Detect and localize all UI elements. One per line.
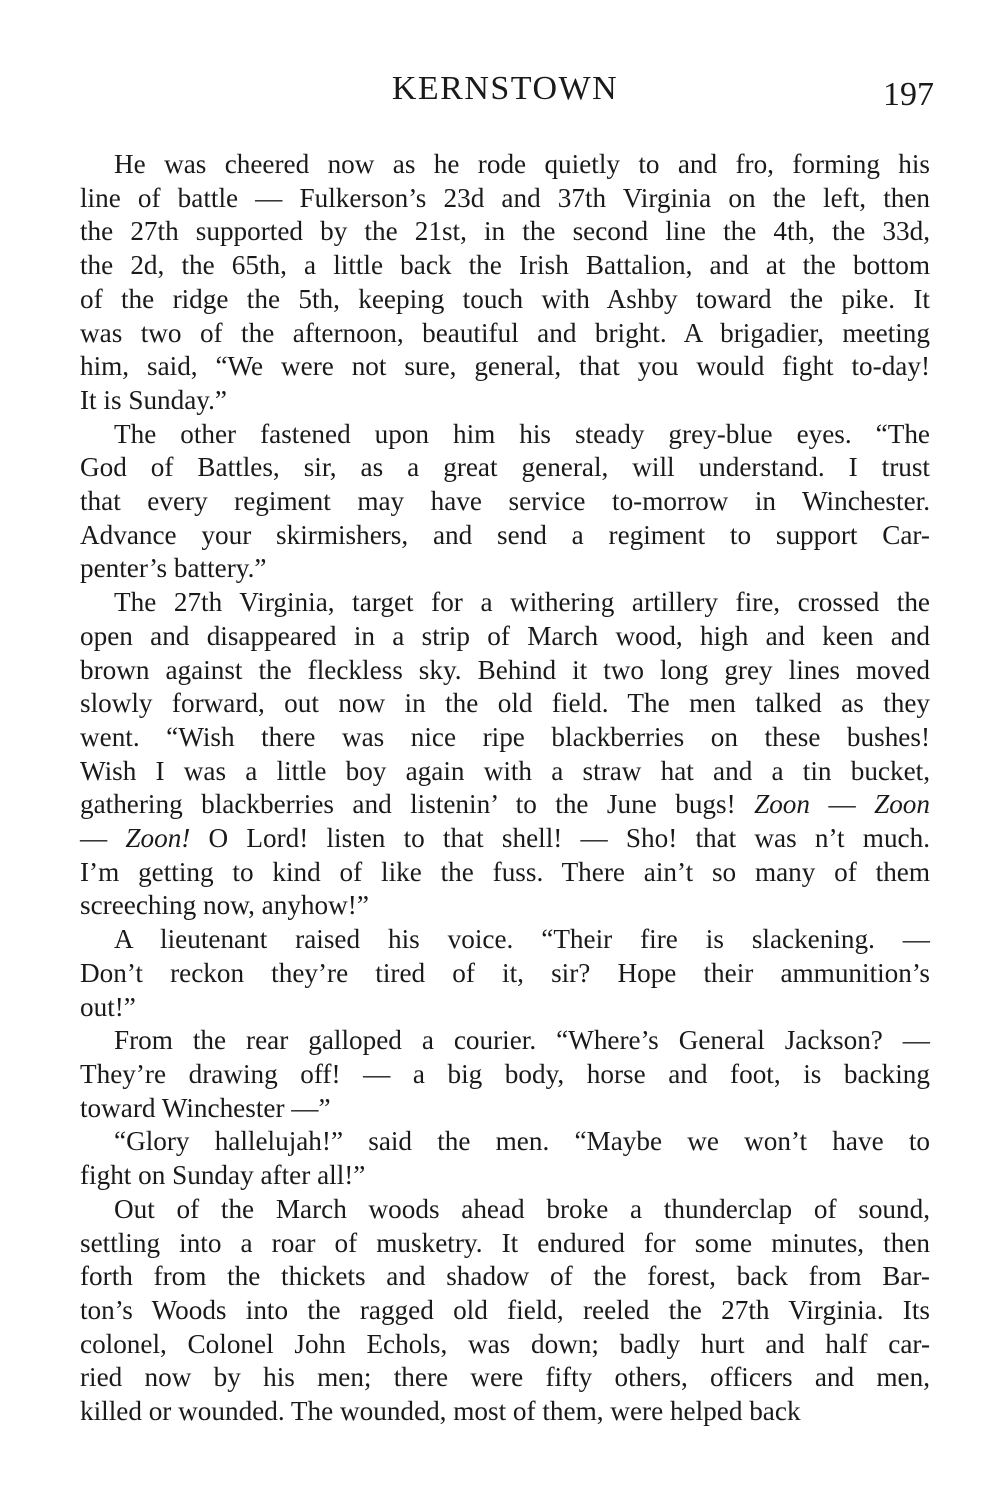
text-line: slowly forward, out now in the old field. The men talked as they [80, 688, 930, 719]
text-line: The 27th Virginia, target for a withering artillery fire, crossed the [114, 587, 930, 618]
text-line: out!” [80, 991, 136, 1022]
text-line: It is Sunday.” [80, 384, 227, 415]
text-line: gathering blackberries and listenin’ to the June bugs! Zoon — Zoon [80, 789, 930, 820]
text-line: They’re drawing off! — a big body, horse and foot, is backing [80, 1058, 930, 1089]
text-line: settling into a roar of musketry. It endured for some minutes, then [80, 1227, 930, 1258]
paragraph [80, 1125, 930, 1192]
text-line: killed or wounded. The wounded, most of them, were helped back [80, 1396, 801, 1427]
page-number: 197 [883, 76, 934, 113]
text-line: ried now by his men; there were fifty others, officers and men, [80, 1362, 930, 1393]
text-line: penter’s battery.” [80, 553, 267, 584]
paragraph [80, 923, 930, 1024]
text-line: open and disappeared in a strip of March wood, high and keen and [80, 620, 930, 651]
text-line: brown against the fleckless sky. Behind it two long grey lines moved [80, 654, 930, 685]
text-line: — Zoon! O Lord! listen to that shell! — Sho! that was n’t much. [80, 823, 931, 854]
body-text [80, 148, 930, 1429]
paragraph [80, 1024, 930, 1125]
paragraph [80, 148, 930, 418]
text-line: went. “Wish there was nice ripe blackberries on these bushes! [80, 721, 930, 752]
text-line: the 2d, the 65th, a little back the Irish Battalion, and at the bottom [80, 250, 930, 281]
text-line: was two of the afternoon, beautiful and bright. A brigadier, meeting [80, 317, 930, 348]
text-line: Wish I was a little boy again with a straw hat and a tin bucket, [80, 755, 930, 786]
paragraph [80, 1193, 930, 1429]
text-line: ton’s Woods into the ragged old field, reeled the 27th Virginia. Its [80, 1294, 930, 1325]
text-line: Advance your skirmishers, and send a regiment to support Car- [80, 519, 930, 550]
text-line: colonel, Colonel John Echols, was down; badly hurt and half car- [80, 1328, 930, 1359]
text-line: toward Winchester —” [80, 1092, 331, 1123]
text-line: screeching now, anyhow!” [80, 890, 369, 921]
text-line: I’m getting to kind of like the fuss. There ain’t so many of them [80, 856, 930, 887]
text-line: of the ridge the 5th, keeping touch with Ashby toward the pike. It [80, 283, 930, 314]
text-line: the 27th supported by the 21st, in the second line the 4th, the 33d, [80, 216, 930, 247]
text-line: “Glory hallelujah!” said the men. “Maybe we won’t have to [114, 1126, 930, 1157]
text-line: He was cheered now as he rode quietly to and fro, forming his [114, 149, 930, 179]
paragraph [80, 418, 930, 587]
text-line: fight on Sunday after all!” [80, 1160, 366, 1191]
text-line: Out of the March woods ahead broke a thunderclap of sound, [114, 1193, 930, 1224]
text-line: From the rear galloped a courier. “Where’s General Jackson? — [114, 1025, 930, 1056]
text-line: Don’t reckon they’re tired of it, sir? Hope their ammunition’s [80, 957, 930, 988]
book-page [80, 70, 934, 1429]
text-line: The other fastened upon him his steady grey-blue eyes. “The [114, 418, 930, 449]
page-header [80, 70, 934, 126]
text-line: forth from the thickets and shadow of the forest, back from Bar- [80, 1261, 930, 1292]
text-line: line of battle — Fulkerson’s 23d and 37th Virginia on the left, then [80, 182, 930, 213]
text-line: God of Battles, sir, as a great general, will understand. I trust [80, 452, 930, 483]
text-line: that every regiment may have service to-morrow in Winchester. [80, 486, 930, 517]
text-line: him, said, “We were not sure, general, that you would fight to-day! [80, 351, 930, 382]
paragraph [80, 586, 930, 923]
running-head: KERNSTOWN [391, 70, 619, 107]
text-line: A lieutenant raised his voice. “Their fire is slackening. — [114, 924, 930, 955]
